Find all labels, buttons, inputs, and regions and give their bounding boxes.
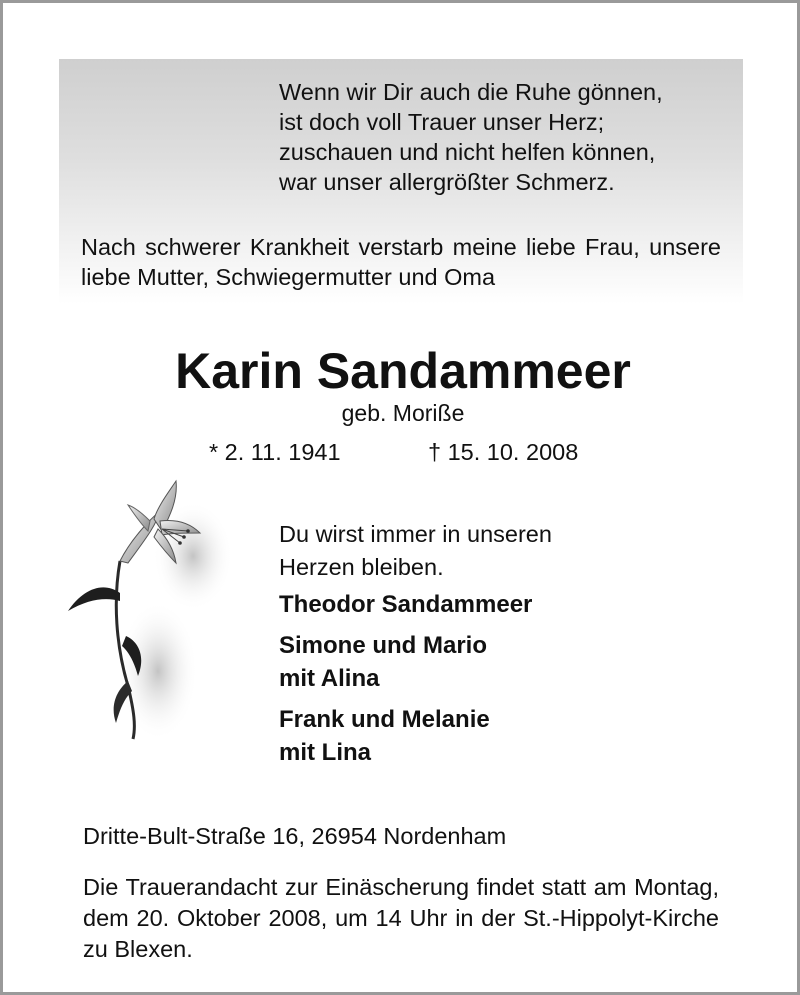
mourner-line: Theodor Sandammeer <box>279 591 533 618</box>
farewell-text <box>279 518 552 584</box>
poem-line: zuschauen und nicht helfen können, <box>279 139 656 165</box>
birth-date: * 2. 11. 1941 <box>209 439 341 465</box>
poem-line: Wenn wir Dir auch die Ruhe gönnen, <box>279 79 663 105</box>
mourner-entry <box>279 629 532 695</box>
poem-line: war unser allergrößter Schmerz. <box>279 169 615 195</box>
farewell-line: Du wirst immer in unseren <box>279 521 552 547</box>
deceased-name: Karin Sandammeer <box>175 343 631 399</box>
mourner-line: Simone und Mario <box>279 632 488 659</box>
mourner-line: Frank und Melanie <box>279 706 490 733</box>
farewell-line: Herzen bleiben. <box>279 554 444 580</box>
mourner-entry <box>279 588 532 621</box>
death-date: † 15. 10. 2008 <box>428 439 579 465</box>
address: Dritte-Bult-Straße 16, 26954 Nordenham <box>83 823 507 849</box>
mourners-list <box>279 588 532 777</box>
mourner-entry <box>279 703 532 769</box>
intro-text: Nach schwerer Krankheit verstarb meine liebe Frau, unsere liebe Mutter, Schwiegermutter und Oma <box>81 234 721 290</box>
poem-line: ist doch voll Trauer unser Herz; <box>279 109 605 135</box>
poem <box>279 77 663 197</box>
lily-icon <box>58 471 238 741</box>
service-announcement: Die Trauerandacht zur Einäscherung findet statt am Montag, dem 20. Oktober 2008, um 14 Uhr in der St.-Hippolyt-Kirche zu Blexen. <box>83 874 719 962</box>
mourner-line: mit Lina <box>279 739 372 766</box>
maiden-name: geb. Moriße <box>341 400 465 426</box>
mourner-line: mit Alina <box>279 665 380 692</box>
